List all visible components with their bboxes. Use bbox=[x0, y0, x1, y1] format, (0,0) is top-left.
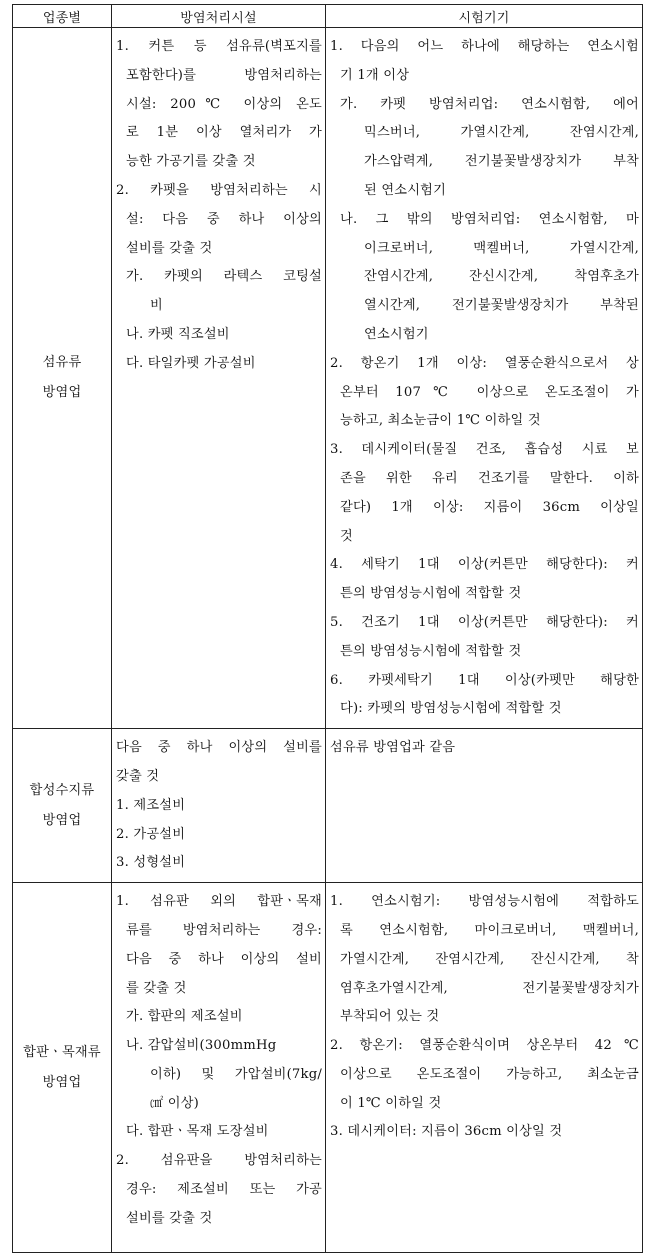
facility-text-line: 다. 타일카펫 가공설비 bbox=[126, 355, 256, 371]
table-row bbox=[13, 28, 643, 729]
equipment-text-line: 열시간계, 전기불꽃발생장치가 부착된 bbox=[364, 298, 639, 314]
facility-text-line: 1. 제조설비 bbox=[116, 797, 186, 813]
business-type-label: 방염업 bbox=[42, 1074, 82, 1090]
facility-text-line: 2. 가공설비 bbox=[116, 826, 186, 842]
equipment-text-line: 이상으로 온도조절이 가능하고, 최소눈금 bbox=[340, 1066, 639, 1082]
equipment-text-line: 나. 그 밖의 방염처리업: 연소시험함, 마 bbox=[340, 211, 639, 227]
business-type-label: 방염업 bbox=[42, 385, 82, 401]
facility-text-line: 설비를 갖출 것 bbox=[126, 240, 213, 256]
treatment-facility-cell bbox=[112, 883, 326, 1253]
equipment-text-line: 이크로버너, 맥켈버너, 가열시간계, bbox=[364, 240, 639, 256]
header-business-type: 업종별 bbox=[13, 5, 112, 28]
business-type-label: 섬유류 bbox=[42, 355, 82, 371]
equipment-text-line: 것 bbox=[340, 528, 353, 544]
facility-text-line: 3. 성형설비 bbox=[116, 855, 186, 871]
facility-text-line: 포함한다)를 방염처리하는 bbox=[126, 67, 322, 83]
equipment-text-line: 3. 데시케이터(물질 건조, 흡습성 시료 보 bbox=[330, 442, 639, 458]
facility-text-line: 1. 섬유판 외의 합판ㆍ목재 bbox=[116, 894, 322, 910]
equipment-text-line: 4. 세탁기 1대 이상(커튼만 해당한다): 커 bbox=[330, 557, 639, 573]
business-type-cell bbox=[13, 883, 112, 1253]
equipment-text-line: 1. 연소시험기: 방염성능시험에 적합하도 bbox=[330, 894, 639, 910]
equipment-text-line: 튼의 방염성능시험에 적합할 것 bbox=[340, 643, 522, 659]
facility-text-line: 가. 카펫의 라텍스 코팅설 bbox=[126, 269, 322, 285]
facility-text-line: 나. 카펫 직조설비 bbox=[126, 326, 230, 342]
facility-text-line: ㎠ 이상) bbox=[150, 1095, 200, 1111]
facility-text-line: 가. 합판의 제조설비 bbox=[126, 1009, 243, 1025]
table-row bbox=[13, 729, 643, 883]
test-equipment-cell bbox=[326, 883, 643, 1253]
equipment-text-line: 1. 다음의 어느 하나에 해당하는 연소시험 bbox=[330, 39, 639, 54]
facility-text-line: 류를 방염처리하는 경우: bbox=[126, 922, 322, 938]
header-test-equipment: 시험기기 bbox=[326, 5, 643, 28]
equipment-text-line: 5. 건조기 1대 이상(커튼만 해당한다): 커 bbox=[330, 614, 639, 630]
equipment-text-line: 가스압력계, 전기불꽃발생장치가 부착 bbox=[364, 154, 639, 170]
business-type-cell bbox=[13, 729, 112, 883]
facility-text-line: 시설: 200℃ 이상의 온도 bbox=[126, 96, 322, 112]
facility-text-line: 경우: 제조설비 또는 가공 bbox=[126, 1182, 322, 1198]
equipment-standards-table bbox=[12, 4, 643, 1253]
equipment-text-line: 3. 데시케이터: 지름이 36cm 이상일 것 bbox=[330, 1124, 563, 1140]
equipment-text-line: 가. 카펫 방염처리업: 연소시험함, 에어 bbox=[340, 96, 639, 112]
header-treatment-facility: 방염처리시설 bbox=[112, 5, 326, 28]
equipment-text-line: 염후초가열시간계, 전기불꽃발생장치가 bbox=[340, 980, 639, 996]
test-equipment-cell bbox=[326, 28, 643, 729]
equipment-text-line: 이 1℃ 이하일 것 bbox=[340, 1095, 442, 1111]
equipment-text-line: 록 연소시험함, 마이크로버너, 맥켈버너, bbox=[340, 922, 639, 938]
business-type-label: 합판ㆍ목재류 bbox=[23, 1044, 101, 1060]
equipment-text-line: 연소시험기 bbox=[364, 326, 429, 342]
equipment-text-line: 2. 항온기: 열풍순환식이며 상온부터 42℃ bbox=[330, 1038, 639, 1054]
facility-text-line: 이하) 및 가압설비(7kg/ bbox=[150, 1066, 322, 1082]
facility-text-line: 로 1분 이상 열처리가 가 bbox=[126, 125, 322, 141]
facility-text-line: 설: 다음 중 하나 이상의 bbox=[126, 211, 322, 227]
equipment-text-line: 능하고, 최소눈금이 1℃ 이하일 것 bbox=[340, 413, 541, 429]
equipment-text-line: 다): 카펫의 방염성능시험에 적합할 것 bbox=[340, 701, 562, 717]
facility-text-line: 능한 가공기를 갖출 것 bbox=[126, 154, 256, 170]
regulation-table-document bbox=[12, 4, 642, 1232]
table-header-row bbox=[13, 5, 643, 28]
business-type-label: 합성수지류 bbox=[29, 782, 95, 798]
facility-text-line: 1. 커튼 등 섬유류(벽포지를 bbox=[116, 39, 322, 54]
facility-text-line: 2. 카펫을 방염처리하는 시 bbox=[116, 182, 322, 198]
facility-text-line: 를 갖출 것 bbox=[126, 980, 187, 996]
equipment-text-line: 튼의 방염성능시험에 적합할 것 bbox=[340, 586, 522, 602]
facility-text-line: 나. 감압설비(300mmHg bbox=[126, 1038, 277, 1054]
table-row bbox=[13, 883, 643, 1253]
facility-text-line: 설비를 갖출 것 bbox=[126, 1210, 213, 1226]
business-type-cell bbox=[13, 28, 112, 729]
equipment-text-line: 기 1개 이상 bbox=[340, 67, 410, 83]
equipment-text-line: 섬유류 방염업과 같음 bbox=[330, 740, 456, 756]
equipment-text-line: 믹스버너, 가열시간계, 잔염시간계, bbox=[364, 125, 639, 141]
business-type-label: 방염업 bbox=[42, 812, 82, 828]
equipment-text-line: 가열시간계, 잔염시간계, 잔신시간계, 착 bbox=[340, 951, 639, 967]
treatment-facility-cell bbox=[112, 729, 326, 883]
facility-text-line: 다. 합판ㆍ목재 도장설비 bbox=[126, 1124, 269, 1140]
equipment-text-line: 부착되어 있는 것 bbox=[340, 1009, 440, 1025]
equipment-text-line: 존을 위한 유리 건조기를 말한다. 이하 bbox=[340, 470, 639, 486]
equipment-text-line: 온부터 107℃ 이상으로 온도조절이 가 bbox=[340, 384, 639, 400]
facility-text-line: 갖출 것 bbox=[116, 768, 160, 784]
equipment-text-line: 잔염시간계, 잔신시간계, 착염후초가 bbox=[364, 269, 639, 285]
equipment-text-line: 2. 항온기 1개 이상: 열풍순환식으로서 상 bbox=[330, 355, 639, 371]
test-equipment-cell bbox=[326, 729, 643, 883]
equipment-text-line: 된 연소시험기 bbox=[364, 182, 447, 198]
facility-text-line: 다음 중 하나 이상의 설비 bbox=[126, 951, 322, 967]
treatment-facility-cell bbox=[112, 28, 326, 729]
facility-text-line: 다음 중 하나 이상의 설비를 bbox=[116, 740, 322, 756]
equipment-text-line: 같다) 1개 이상: 지름이 36cm 이상일 bbox=[340, 499, 639, 515]
facility-text-line: 비 bbox=[150, 298, 163, 314]
facility-text-line: 2. 섬유판을 방염처리하는 bbox=[116, 1153, 322, 1169]
equipment-text-line: 6. 카펫세탁기 1대 이상(카펫만 해당한 bbox=[330, 672, 639, 688]
